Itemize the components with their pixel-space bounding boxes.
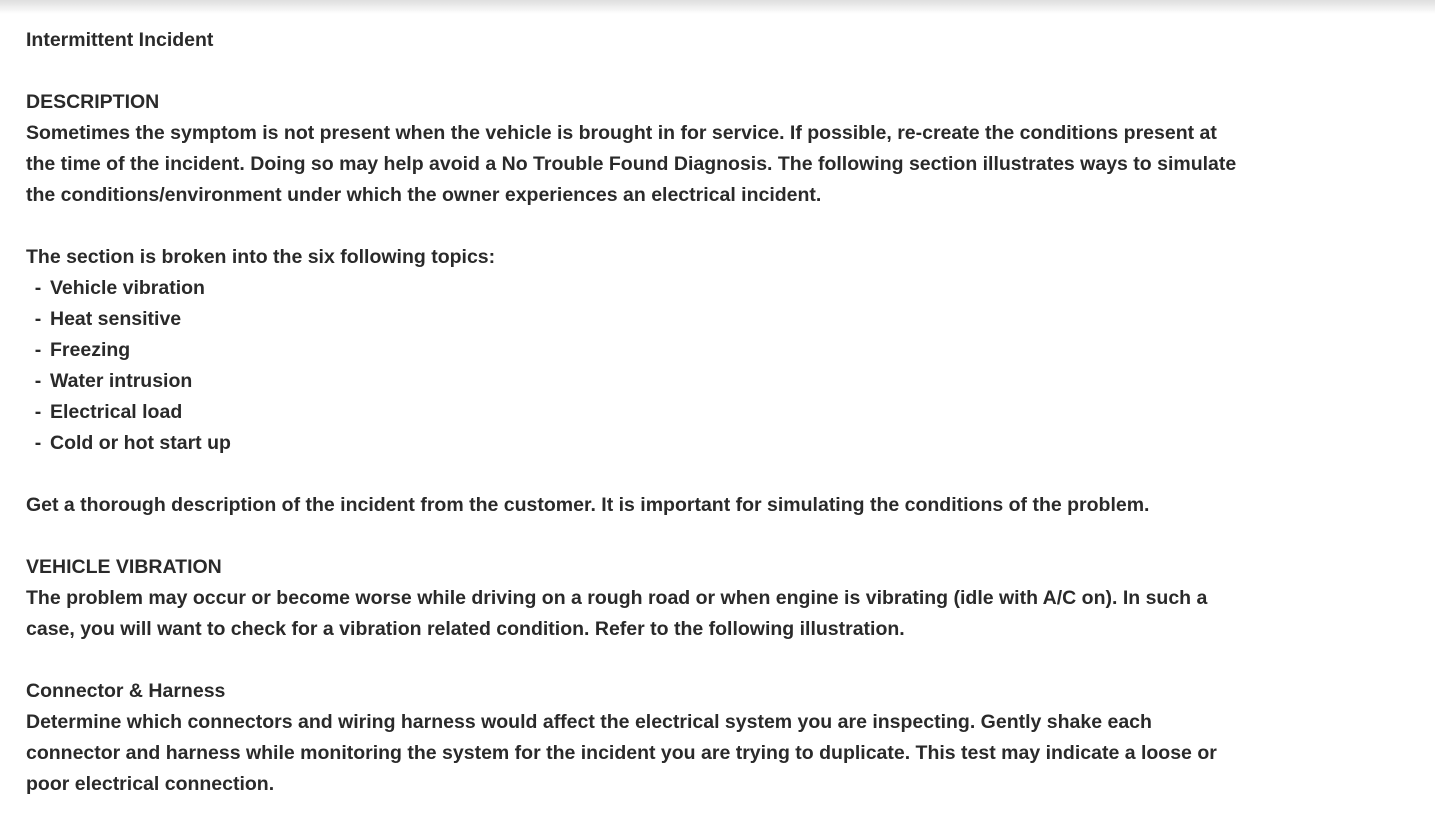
list-item-label: Water intrusion [50,370,193,392]
topics-intro: The section is broken into the six following topics: [26,246,496,268]
customer-note: Get a thorough description of the incident from the customer. It is important for simulating the conditions of the problem. [26,494,1150,516]
list-bullet: - [34,339,42,361]
list-item [26,428,1241,459]
top-toolbar-shadow [0,0,1435,14]
connector-harness-heading: Connector & Harness [26,680,226,702]
vehicle-vibration-paragraph: The problem may occur or become worse while driving on a rough road or when engine is vibrating (idle with A/C on). In such a case, you will want to check for a vibration related condition. Refer to the following illustration. [26,587,1208,640]
list-item [26,335,1241,366]
list-item [26,304,1241,335]
document-title: Intermittent Incident [26,29,214,51]
list-bullet: - [34,432,42,454]
vehicle-vibration-heading: VEHICLE VIBRATION [26,556,222,578]
list-item-label: Vehicle vibration [50,277,205,299]
spacer [26,56,1241,87]
description-heading: DESCRIPTION [26,91,160,113]
list-item [26,397,1241,428]
spacer [26,521,1241,552]
spacer [26,459,1241,490]
list-item-label: Heat sensitive [50,308,182,330]
list-item [26,273,1241,304]
spacer [26,645,1241,676]
description-paragraph: Sometimes the symptom is not present when the vehicle is brought in for service. If possible, re-create the conditions present at the time of the incident. Doing so may help avoid a No Trouble Found Diagnosis. The following section illustrates ways to simulate the conditions/environment under which the owner experiences an electrical incident. [26,122,1237,206]
topics-list [26,273,1241,459]
list-item-label: Freezing [50,339,131,361]
list-bullet: - [34,277,42,299]
list-bullet: - [34,308,42,330]
list-bullet: - [34,370,42,392]
list-bullet: - [34,401,42,423]
connector-harness-paragraph: Determine which connectors and wiring harness would affect the electrical system you are inspecting. Gently shake each connector and harness while monitoring the system for the incident you are trying to duplicate. This test may indicate a loose or poor electrical connection. [26,711,1217,795]
spacer [26,211,1241,242]
document-body [26,25,1241,800]
list-item-label: Electrical load [50,401,183,423]
list-item-label: Cold or hot start up [50,432,231,454]
list-item [26,366,1241,397]
